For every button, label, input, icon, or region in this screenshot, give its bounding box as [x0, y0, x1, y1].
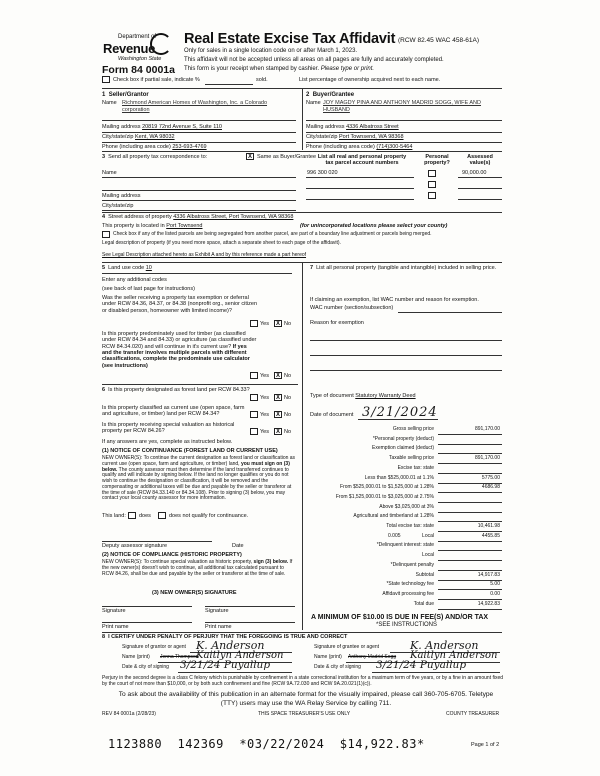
seller-phone: Phone (including area code) 253-693-4769 — [102, 144, 207, 150]
tax-row-label: Above $3,025,000 at 3% — [379, 503, 434, 510]
timber-yes-label: Yes — [260, 373, 269, 379]
header-line3: This form is your receipt when stamped by cashier. Please type or print. — [184, 66, 375, 72]
legal-description-value: See Legal Description attached hereto as Exhibit A and by this reference made a part hereof — [102, 252, 307, 258]
segregated-label: Check box if any of the listed parcels are being segregated from another parcel, are part of a boundary line adjustment or parcels being merged. — [113, 231, 432, 237]
exemption-claim-label: If claiming an exemption, list WAC number and reason for exemption. — [310, 297, 479, 303]
tax-row-label: Affidavit processing fee — [382, 590, 434, 597]
compliance-text: NEW OWNER(S): To continue special valuation as historic property, sign (3) below. If the new owner(s) doesn't wish to continue, all additional tax calculated pursuant to RCW 84.26, shall be due and payable by the seller or transferor at the time of sale. — [102, 559, 293, 577]
grantor-signature-label: Signature of grantor or agent — [122, 644, 186, 650]
dept-line: Department of — [118, 34, 157, 40]
seller-name-value: Richmond American Homes of Washington, Inc. a Colorado — [122, 100, 268, 106]
personal-header: Personal property? — [424, 154, 450, 167]
buyer-phone: Phone (including area code) (714)300-5464 — [306, 144, 413, 150]
exemption-question: Was the seller receiving a property tax exemption or deferral under RCW 84.36, 84.37, or 84.38 (nonprofit org., senior citizen or disabled person, homeowner with limited income)? — [102, 295, 258, 314]
grantee-name-label: Name (print) — [314, 654, 342, 660]
tax-row-label: Total excise tax: state — [386, 523, 434, 529]
section3-mailing-label: Mailing address — [102, 193, 141, 199]
grantee-name: Kaitlyn Anderson — [410, 650, 498, 661]
tax-row-value: 14,917.83 — [477, 571, 500, 578]
buyer-city: City/state/zip Port Townsend, WA 98368 — [306, 134, 404, 140]
tax-row-label: Excise tax: state — [397, 464, 434, 471]
same-as-buyer-checkbox[interactable]: X — [247, 154, 252, 160]
tax-row-label: *Delinquent penalty — [390, 561, 434, 568]
form-title: Real Estate Excise Tax Affidavit — [184, 31, 396, 47]
form-title-ref: (RCW 82.45 WAC 458-61A) — [398, 37, 480, 44]
seller-heading: 1 Seller/Grantor — [102, 92, 149, 98]
tax-row-label: Local — [422, 552, 434, 559]
assessed-value: 90,000.00 — [462, 170, 487, 176]
tax-row-underline — [438, 531, 502, 532]
tax-row-underline — [438, 570, 502, 571]
parcel-number: 996 300 020 — [307, 170, 338, 176]
tax-row-underline — [438, 444, 502, 445]
forest-yes-label: Yes — [260, 395, 269, 401]
grantee-signature-label: Signature of grantee or agent — [314, 644, 380, 650]
dept-state: Washington State — [118, 56, 162, 62]
buyer-name-value: JOY MAGDY PINA AND ANTHONY MADRID SOGG, WIFE AND — [323, 100, 482, 106]
assessed-header: Assessed value(s) — [467, 154, 493, 167]
current-use-no-checkbox[interactable]: X — [275, 412, 280, 418]
personal-property-checkbox-1[interactable] — [428, 170, 436, 177]
document-date-value: 3/21/2024 — [362, 405, 438, 420]
tax-row-label: Subtotal — [415, 571, 434, 578]
does-qualify-checkbox[interactable] — [128, 512, 136, 519]
grantee-name-struck: Anthony Madrid Sogg — [348, 654, 397, 660]
tax-row-underline — [438, 502, 502, 503]
new-owner-signature-1: Signature — [102, 608, 126, 614]
seller-name-label: Name — [102, 100, 117, 106]
personal-property-checkbox-2[interactable] — [428, 181, 436, 188]
exemption-no-label: No — [284, 321, 292, 327]
current-use-yes-checkbox[interactable] — [250, 411, 258, 418]
tax-row-underline — [438, 463, 502, 464]
tax-row-value: 5.00 — [490, 581, 500, 588]
parcels-header: List all real and personal property tax parcel account numbers — [317, 154, 407, 167]
certify-heading: 8 I CERTIFY UNDER PENALTY OF PERJURY THAT THE FOREGOING IS TRUE AND CORRECT — [102, 634, 348, 640]
timber-no-checkbox[interactable]: X — [275, 373, 280, 379]
tax-row-underline — [438, 473, 502, 474]
county-treasurer: COUNTY TREASURER — [446, 711, 500, 717]
treasurer-use: THIS SPACE TREASURER'S USE ONLY — [258, 711, 351, 717]
section3-name-label: Name — [102, 170, 117, 176]
tax-row-value: 4686.98 — [481, 484, 500, 491]
accessibility-notice-1: To ask about the availability of this publication in an alternate format for the visually impaired, please call 360-705-6705. Teletype — [118, 691, 494, 698]
partial-sold-label: sold. — [256, 77, 268, 83]
tax-row-label: From $525,000.01 to $1,525,000 at 1.28% — [340, 484, 434, 491]
partial-percent-label: List percentage of ownership acquired next to each name. — [299, 77, 441, 83]
historic-yes-checkbox[interactable] — [250, 428, 258, 435]
grantee-signature: K. Anderson — [410, 639, 479, 652]
minimum-due-notice: A MINIMUM OF $10.00 IS DUE IN FEE(S) AND/OR TAX — [311, 614, 489, 621]
deputy-signature-label: Deputy assessor signature — [102, 543, 168, 549]
forest-no-checkbox[interactable]: X — [275, 395, 280, 401]
current-use-no-label: No — [284, 412, 292, 418]
grantor-name-label: Name (print) — [122, 654, 150, 660]
this-land-label: This land: — [102, 513, 126, 519]
tax-row-underline — [438, 512, 502, 513]
current-use-yes-label: Yes — [260, 412, 269, 418]
tax-row-label: Exemption claimed (deduct) — [372, 445, 434, 452]
section3-label: 3 Send all property tax correspondence to: — [102, 154, 208, 160]
compliance-heading: (2) NOTICE OF COMPLIANCE (HISTORIC PROPERTY) — [102, 552, 242, 558]
seller-mailing: Mailing address 20819 72nd Avenue S, Suite 110 — [102, 124, 222, 130]
buyer-name-value2: HUSBAND — [323, 107, 350, 113]
tax-row-underline — [438, 599, 502, 600]
new-owner-signature-heading: (3) NEW OWNER(S) SIGNATURE — [152, 590, 237, 596]
tax-row-underline — [438, 560, 502, 561]
tax-row-value: 0.00 — [490, 590, 500, 597]
tax-row-underline — [438, 541, 502, 542]
timber-question: Is this property predominately used for timber (as classified under RCW 84.34 and 84.33) or agriculture (as classified under RCW 84.34.020) and will continue in it's current use? If yes and the transfer involves multiple parcels with different classifications, complete the predominate use calculator (see instructions) — [102, 331, 257, 369]
grantor-date-label: Date & city of signing — [122, 664, 169, 670]
does-not-qualify-checkbox[interactable] — [158, 512, 166, 519]
tax-row-label: From $1,525,000.01 to $3,025,000 at 2.75% — [335, 493, 434, 500]
document-date-label: Date of document — [310, 412, 354, 418]
same-as-buyer-label: Same as Buyer/Grantee — [257, 154, 317, 160]
tax-row-label: *Personal property (deduct) — [372, 435, 434, 442]
tax-row-rate: 0.005 — [388, 532, 401, 539]
tax-row-underline — [438, 609, 502, 610]
continuance-text: NEW OWNER(S): To continue the current designation as forest land or classification as current use (open space, farm and agriculture, or timber) land, you must sign on (3) below. The county assessor must then determine if the land transferred continues to qualify and will indicate by signing below. If the land no longer qualifies or you do not wish to continue the designation or classification, it will be removed and the compensating or additional taxes will be due and payable by the seller or transferor at the time of sale (RCW 84.33.140 or 84.34.108). Prior to signing (3) below, you may contact your local county assessor for more information. — [102, 455, 296, 502]
seller-city: City/state/zip Kent, WA 98032 — [102, 134, 175, 140]
grantor-name: Kaitlyn Anderson — [196, 650, 284, 661]
if-yes-label: If any answers are yes, complete as instructed below. — [102, 439, 233, 445]
current-use-question: Is this property classified as current use (open space, farm and agriculture, or timber) land per RCW 84.34? — [102, 405, 245, 418]
historic-no-label: No — [284, 429, 292, 435]
tax-row-value: 891,170.00 — [474, 426, 500, 432]
timber-yes-checkbox[interactable] — [250, 372, 258, 379]
header-line2: This affidavit will not be accepted unless all areas on all pages are fully and accurately completed. — [184, 57, 444, 63]
tax-row-label: Less than $525,000.01 at 1.1% — [364, 474, 434, 481]
buyer-heading: 2 Buyer/Grantee — [306, 92, 355, 98]
grantor-date: 3/21/24 Puyallup — [180, 659, 271, 671]
grantor-name-struck: Jenna Thompson — [160, 654, 199, 660]
tax-row-value: 10,461.98 — [477, 523, 500, 529]
forest-land-question: 6 Is this property designated as forest land per RCW 84.33? — [102, 387, 250, 393]
tax-row-label: Gross selling price — [392, 426, 434, 432]
historic-yes-label: Yes — [260, 429, 269, 435]
additional-codes-label: Enter any additional codes — [102, 277, 167, 283]
forest-no-label: No — [284, 395, 292, 401]
tax-row-label: Agricultural and timberland at 1.28% — [353, 513, 434, 520]
tax-row-label: Total due — [413, 600, 434, 607]
grantee-date: 3/21/24 Puyallup — [376, 659, 467, 671]
grantee-date-label: Date & city of signing — [314, 664, 361, 670]
perjury-notice: Perjury in the second degree is a class C felony which is punishable by confinement in a state correctional institution for a maximum term of five years, or by a fine in an amount fixed by the court of not more than $10,000, or by both such confinement and fine (RCW 9A.72.030 and RCW 9A.20.021(1)(c)). — [102, 675, 504, 687]
section4-located: This property is located in Port Townsend — [102, 223, 203, 229]
section4-located-note: (for unincorporated locations please select your county) — [300, 223, 448, 229]
legal-description-label: Legal description of property (if you need more space, attach a separate sheet to each page of the affidavit). — [102, 240, 341, 246]
deputy-date-label: Date — [232, 543, 244, 549]
personal-property-checkbox-3[interactable] — [428, 192, 436, 199]
reason-label: Reason for exemption — [310, 320, 364, 326]
page-number: Page 1 of 2 — [471, 742, 500, 748]
partial-sale-label: Check box if partial sale, indicate % — [113, 77, 200, 83]
tax-row-label: Taxable selling price — [388, 455, 434, 462]
exemption-yes-label: Yes — [260, 321, 269, 327]
buyer-mailing: Mailing address 4336 Albatross Street — [306, 124, 399, 130]
tax-row-label: *State technology fee — [386, 581, 434, 588]
does-not-label: does not qualify for continuance. — [169, 513, 249, 519]
historic-no-checkbox[interactable]: X — [275, 429, 280, 435]
exemption-no-checkbox[interactable]: X — [275, 321, 280, 327]
tax-row-label: *Delinquent interest: state — [376, 542, 434, 549]
personal-property-label: 7 List all personal property (tangible and intangible) included in selling price. — [310, 265, 497, 271]
land-use-code: 5 Land use code 10 — [102, 265, 152, 271]
tax-row-underline — [438, 434, 502, 435]
historic-question: Is this property receiving special valuation as historical property per RCW 84.26? — [102, 422, 235, 435]
tax-row-value: 14,922.83 — [477, 600, 500, 607]
forest-yes-checkbox[interactable] — [250, 394, 258, 401]
tax-row-value: 4455.85 — [481, 532, 500, 539]
section4-address: 4 Street address of property 4336 Albatross Street, Port Townsend, WA 98368 — [102, 214, 294, 220]
see-back-label: (see back of last page for instructions) — [102, 286, 195, 292]
document-type: Type of document Statutory Warranty Deed — [310, 393, 416, 399]
form-revision: REV 84 0001a (2/28/23) — [102, 711, 156, 717]
wac-number-label: WAC number (section/subsection) — [310, 305, 394, 311]
does-label: does — [139, 513, 151, 519]
form-number: Form 84 0001a — [102, 64, 175, 76]
new-owner-print-2: Print name — [205, 624, 232, 630]
see-instructions: *SEE INSTRUCTIONS — [376, 622, 438, 628]
tax-row-underline — [438, 550, 502, 551]
new-owner-print-1: Print name — [102, 624, 129, 630]
revenue-logo-icon — [150, 33, 172, 55]
continuance-heading: (1) NOTICE OF CONTINUANCE (FOREST LAND OR CURRENT USE) — [102, 448, 278, 454]
tax-row-label: Local — [422, 532, 434, 539]
section3-city-label: City/state/zip — [102, 203, 134, 209]
new-owner-signature-2: Signature — [205, 608, 229, 614]
buyer-name-label: Name — [306, 100, 321, 106]
header-line1: Only for sales in a single location code on or after March 1, 2023. — [184, 48, 358, 54]
seller-name-value2: corporation — [122, 107, 150, 113]
dept-name: Revenue — [103, 41, 156, 56]
tax-row-value: 891,170.00 — [474, 455, 500, 462]
tax-row-value: 5775.00 — [481, 474, 500, 481]
tax-row-underline — [438, 492, 502, 493]
partial-sale-checkbox[interactable] — [102, 76, 110, 83]
exemption-yes-checkbox[interactable] — [250, 320, 258, 327]
segregated-checkbox[interactable] — [102, 231, 110, 238]
cashier-receipt-stamp: 1123880 142369 *03/22/2024 $14,922.83* — [108, 737, 425, 751]
timber-no-label: No — [284, 373, 292, 379]
grantor-signature: K. Anderson — [196, 639, 265, 652]
accessibility-notice-2: (TTY) users may use the WA Relay Service by calling 711. — [220, 700, 392, 707]
